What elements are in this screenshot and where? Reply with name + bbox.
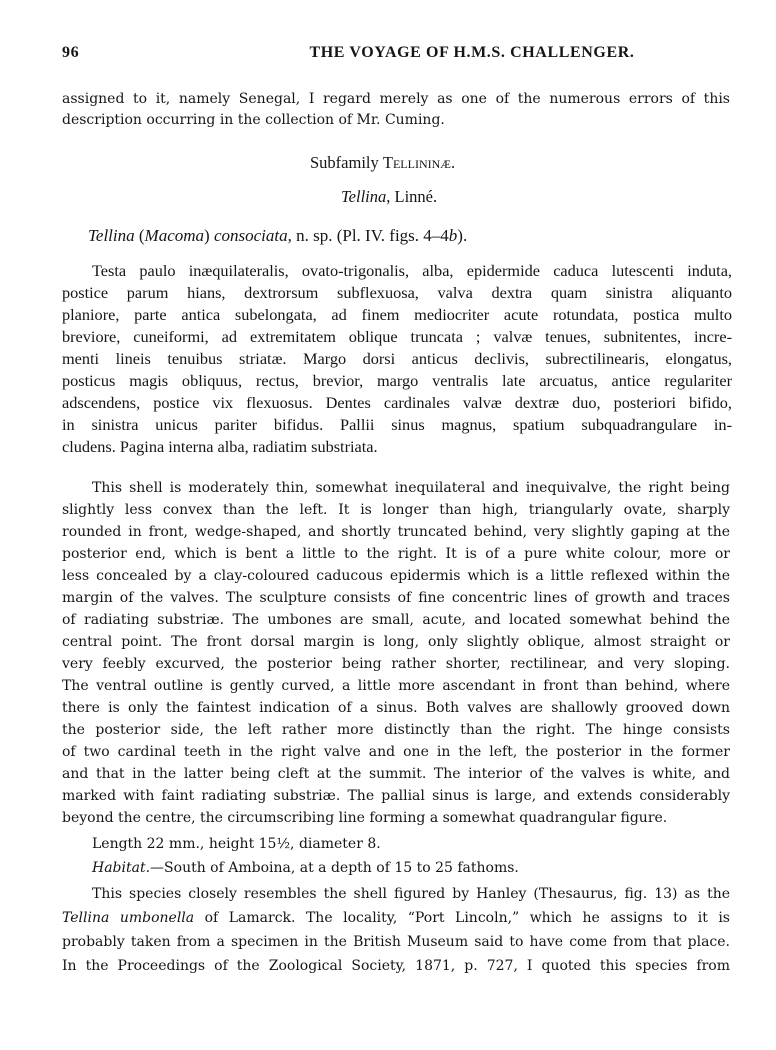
running-title: THE VOYAGE OF H.M.S. CHALLENGER. — [309, 44, 635, 61]
subfamily-heading — [310, 152, 455, 174]
genus-name: Tellina — [341, 187, 387, 206]
description-line: rounded in front, wedge-shaped, and shortly truncated behind, very slightly gaping at the — [62, 524, 730, 540]
description-line: This shell is moderately thin, somewhat inequilateral and inequivalve, the right being — [92, 480, 730, 496]
page-number: 96 — [62, 44, 80, 61]
latin-description-line: menti lineis tenuibus striatæ. Margo dorsi anticus declivis, subrectilinearis, elongatus, — [62, 349, 732, 368]
description-line: central point. The front dorsal margin is long, only slightly oblique, almost straight or — [62, 634, 730, 650]
description-line: The ventral outline is gently curved, a little more ascendant in front than behind, where — [62, 678, 730, 694]
latin-description-line: breviore, cuneiformi, ad extremitatem oblique truncata ; valvæ tenues, subnitentes, incre- — [62, 327, 732, 346]
species-fig-letter: b — [448, 226, 458, 245]
habitat-label: Habitat. — [92, 860, 151, 876]
latin-description-line: cludens. Pagina interna alba, radiatim substriata. — [62, 437, 378, 456]
habitat — [92, 858, 730, 878]
intro-line: description occurring in the collection of Mr. Cuming. — [62, 112, 445, 128]
latin-description-line: adscendens, postice vix flexuosus. Dentes cardinales valvæ dextræ duo, posteriori bifido, — [62, 393, 732, 412]
intro-line: assigned to it, namely Senegal, I regard merely as one of the numerous errors of this — [62, 91, 730, 107]
species-heading — [88, 225, 467, 247]
description-line: posterior end, which is bent a little to the right. It is of a pure white colour, more or — [62, 546, 730, 562]
remarks-species-name: Tellina umbonella — [62, 910, 195, 926]
description-line: of radiating substriæ. The umbones are small, acute, and located somewhat behind the — [62, 612, 730, 628]
remarks-line: probably taken from a specimen in the British Museum said to have come from that place. — [62, 934, 730, 950]
description-line: less concealed by a clay-coloured caducous epidermis which is a little reflexed within the — [62, 568, 730, 584]
remarks-line: In the Proceedings of the Zoological Society, 1871, p. 727, I quoted this species from — [62, 958, 730, 974]
subfamily-prefix: Subfamily — [310, 153, 383, 172]
genus-heading — [341, 186, 437, 208]
description-line: slightly less convex than the left. It is longer than high, triangularly ovate, sharply — [62, 502, 730, 518]
remarks-line-rest: of Lamarck. The locality, “Port Lincoln,” which he assigns to it is — [194, 910, 730, 926]
remarks-line: This species closely resembles the shell figured by Hanley (Thesaurus, fig. 13) as the — [92, 886, 730, 902]
description-line: and that in the latter being cleft at the summit. The interior of the valves is white, and — [62, 766, 730, 782]
subfamily-name: Tellininæ. — [382, 153, 456, 172]
habitat-text: —South of Amboina, at a depth of 15 to 25 fathoms. — [150, 860, 519, 876]
page-header — [62, 44, 730, 68]
description-line: marked with faint radiating substriæ. The pallial sinus is large, and extends considerably — [62, 788, 730, 804]
species-plate-ref: , n. sp. (Pl. IV. figs. 4–4 — [287, 226, 449, 245]
description-line: very feebly excurved, the posterior being rather shorter, rectilinear, and very sloping. — [62, 656, 730, 672]
species-genus: Tellina — [88, 226, 135, 245]
description-line: margin of the valves. The sculpture consists of fine concentric lines of growth and traces — [62, 590, 730, 606]
latin-description-line: planiore, parte antica subelongata, ad finem mediocriter acute rotundata, postica multo — [62, 305, 732, 324]
latin-description-line: posticus magis obliquus, rectus, brevior, margo ventralis late arcuatus, antice regulariter — [62, 371, 732, 390]
latin-description-line: in sinistra unicus pariter bifidus. Pallii sinus magnus, spatium subquadrangulare in- — [62, 415, 732, 434]
species-epithet: consociata — [213, 226, 288, 245]
genus-author: , Linné. — [386, 187, 438, 206]
species-close: ) — [204, 226, 214, 245]
description-line: the posterior side, the left rather more distinctly than the right. The hinge consists — [62, 722, 730, 738]
latin-description-line: postice parum hians, dextrorsum subflexuosa, valva dextra quam sinistra aliquanto — [62, 283, 732, 302]
latin-description-line: Testa paulo inæquilateralis, ovato-trigonalis, alba, epidermide caduca lutescenti induta, — [92, 261, 732, 280]
description-line: beyond the centre, the circumscribing line forming a somewhat quadrangular figure. — [62, 810, 668, 826]
description-line: of two cardinal teeth in the right valve and one in the left, the posterior in the former — [62, 744, 730, 760]
species-subgenus: Macoma — [144, 226, 205, 245]
remarks-line — [62, 908, 730, 928]
species-open: ( — [134, 226, 145, 245]
species-plate-end: ). — [457, 226, 468, 245]
description-line: there is only the faintest indication of a sinus. Both valves are shallowly grooved down — [62, 700, 730, 716]
measurements: Length 22 mm., height 15½, diameter 8. — [92, 836, 381, 852]
